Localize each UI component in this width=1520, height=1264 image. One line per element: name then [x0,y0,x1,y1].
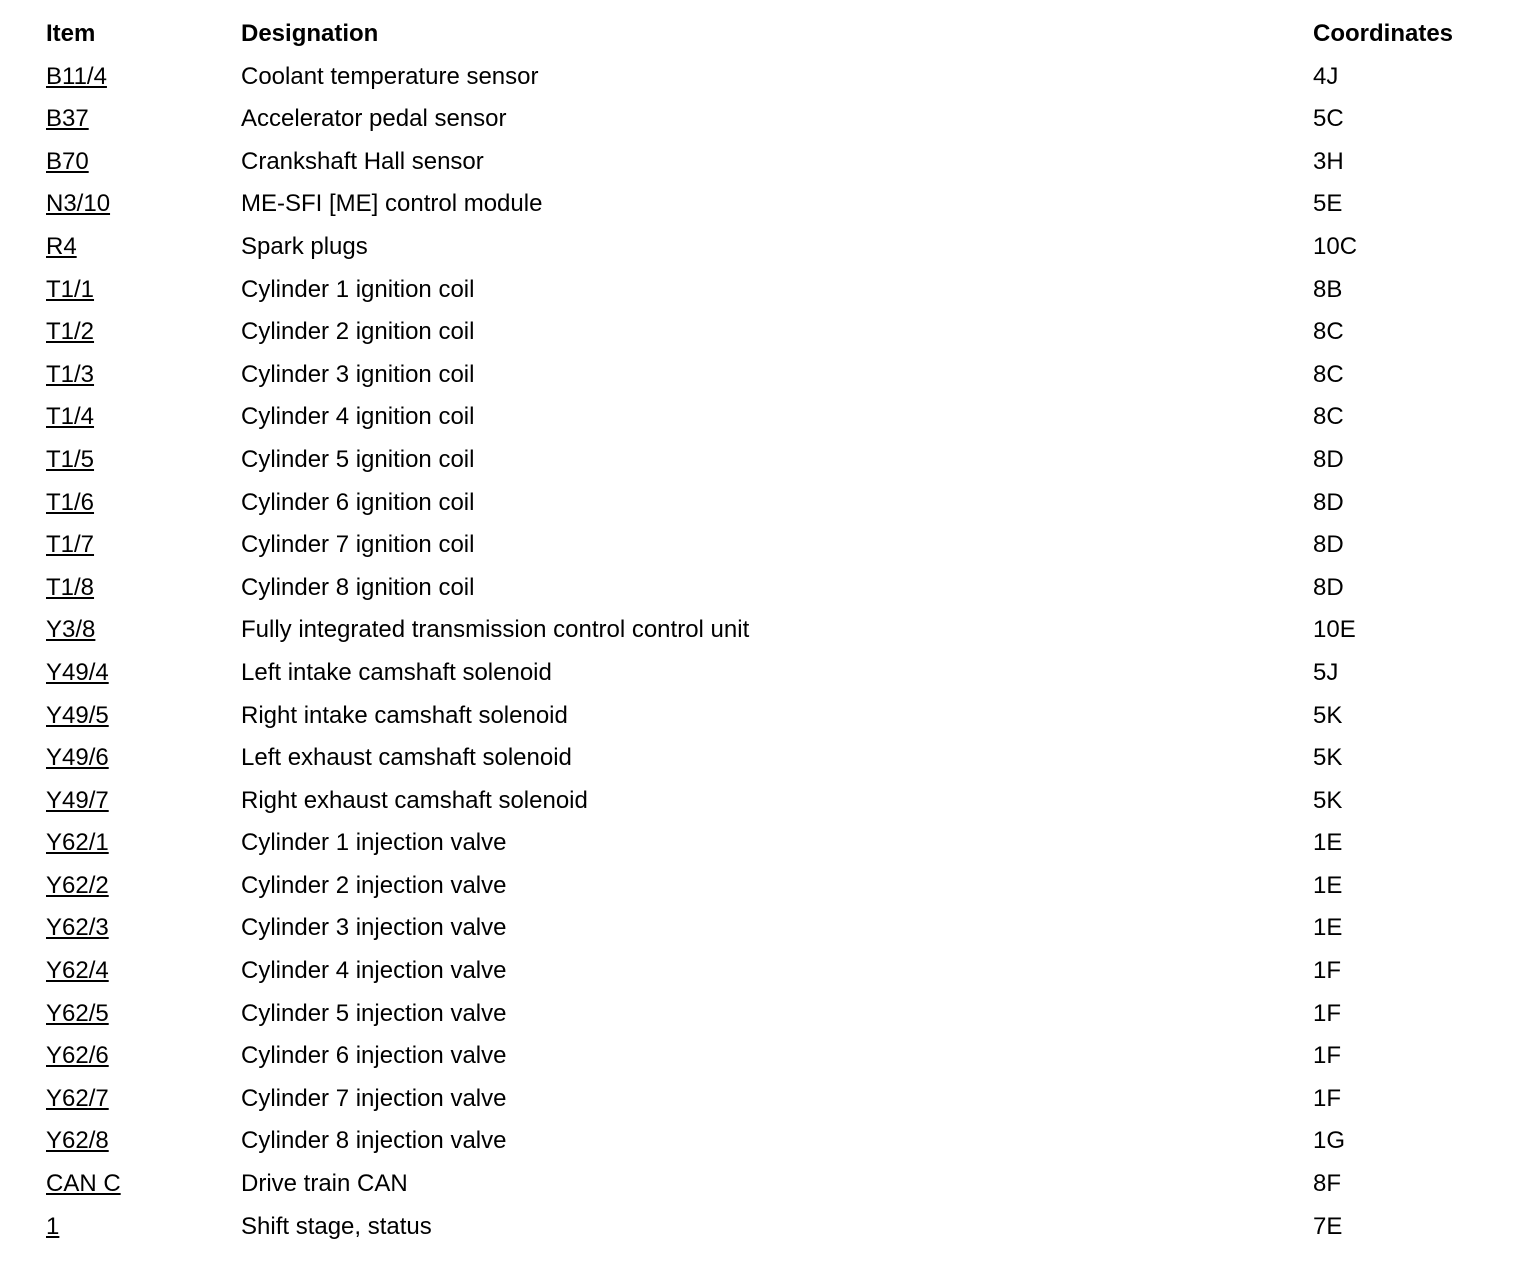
item-link[interactable]: R4 [46,232,77,260]
designation-cell: Accelerator pedal sensor [241,105,507,133]
table-row [46,1035,1513,1078]
coordinates-cell: 5K [1313,744,1343,772]
item-link[interactable]: N3/10 [46,190,111,218]
item-cell [46,482,241,525]
item-cell [46,1078,241,1121]
item-link[interactable]: Y49/7 [46,786,109,814]
item-link[interactable]: Y49/6 [46,744,109,772]
coordinates-cell: 5C [1313,105,1344,133]
header-item: Item [46,20,96,47]
table-row [46,950,1513,993]
item-link[interactable]: Y62/7 [46,1084,109,1112]
item-cell [46,396,241,439]
coordinates-cell: 8C [1313,403,1344,431]
coordinates-cell: 1E [1313,914,1343,942]
coordinates-cell: 7E [1313,1212,1343,1240]
item-cell [46,822,241,865]
item-link[interactable]: T1/8 [46,573,95,601]
item-cell [46,439,241,482]
item-link[interactable]: Y62/5 [46,999,109,1027]
designation-cell: Cylinder 2 injection valve [241,871,507,899]
coordinates-cell: 1E [1313,871,1343,899]
table-row [46,1206,1513,1249]
coordinates-cell: 8D [1313,445,1344,473]
designation-cell: Cylinder 7 injection valve [241,1084,507,1112]
coordinates-cell: 8F [1313,1170,1342,1198]
component-legend-table [46,13,1513,1248]
table-row [46,56,1513,99]
table-row [46,396,1513,439]
designation-cell: Coolant temperature sensor [241,62,539,90]
item-cell [46,865,241,908]
item-link[interactable]: 1 [46,1212,60,1240]
table-row [46,695,1513,738]
item-cell [46,907,241,950]
designation-cell: Cylinder 5 ignition coil [241,445,475,473]
coordinates-cell: 1G [1313,1127,1346,1155]
item-cell [46,56,241,99]
table-body [46,56,1513,1249]
table-row [46,1163,1513,1206]
item-cell [46,950,241,993]
item-link[interactable]: T1/7 [46,531,95,559]
item-link[interactable]: Y3/8 [46,616,96,644]
table-row [46,1078,1513,1121]
table-row [46,652,1513,695]
table-row [46,439,1513,482]
coordinates-cell: 8D [1313,488,1344,516]
designation-cell: Left intake camshaft solenoid [241,658,552,686]
designation-cell: Cylinder 1 ignition coil [241,275,475,303]
coordinates-cell: 8D [1313,573,1344,601]
item-link[interactable]: Y62/1 [46,829,109,857]
item-link[interactable]: T1/6 [46,488,95,516]
designation-cell: ME-SFI [ME] control module [241,190,543,218]
table-row [46,226,1513,269]
coordinates-cell: 3H [1313,147,1344,175]
designation-cell: Cylinder 4 ignition coil [241,403,475,431]
item-link[interactable]: CAN C [46,1170,121,1198]
coordinates-cell: 8B [1313,275,1343,303]
item-cell [46,737,241,780]
designation-cell: Cylinder 3 injection valve [241,914,507,942]
table-row [46,865,1513,908]
header-designation: Designation [241,20,379,47]
table-row [46,311,1513,354]
item-link[interactable]: Y49/5 [46,701,109,729]
item-cell [46,993,241,1036]
designation-cell: Cylinder 8 injection valve [241,1127,507,1155]
item-cell [46,567,241,610]
item-cell [46,98,241,141]
item-cell [46,695,241,738]
designation-cell: Spark plugs [241,232,368,260]
coordinates-cell: 5J [1313,658,1339,686]
table-row [46,482,1513,525]
item-link[interactable]: Y62/2 [46,871,109,899]
item-cell [46,269,241,312]
item-cell [46,354,241,397]
item-cell [46,1206,241,1249]
designation-cell: Cylinder 4 injection valve [241,957,507,985]
coordinates-cell: 1E [1313,829,1343,857]
coordinates-cell: 1F [1313,1042,1342,1070]
item-cell [46,609,241,652]
coordinates-cell: 1F [1313,1084,1342,1112]
item-cell [46,1120,241,1163]
coordinates-cell: 10E [1313,616,1356,644]
item-link[interactable]: T1/3 [46,360,95,388]
item-link[interactable]: Y62/6 [46,1042,109,1070]
item-cell [46,141,241,184]
designation-cell: Cylinder 8 ignition coil [241,573,475,601]
item-cell [46,652,241,695]
designation-cell: Cylinder 1 injection valve [241,829,507,857]
coordinates-cell: 5K [1313,786,1343,814]
designation-cell: Drive train CAN [241,1170,408,1198]
table-row [46,822,1513,865]
table-row [46,993,1513,1036]
item-link[interactable]: T1/5 [46,445,95,473]
table-row [46,1120,1513,1163]
item-link[interactable]: T1/4 [46,403,95,431]
designation-cell: Left exhaust camshaft solenoid [241,744,572,772]
designation-cell: Right intake camshaft solenoid [241,701,568,729]
item-link[interactable]: B37 [46,105,89,133]
designation-cell: Cylinder 3 ignition coil [241,360,475,388]
item-cell [46,183,241,226]
coordinates-cell: 5K [1313,701,1343,729]
designation-cell: Cylinder 2 ignition coil [241,318,475,346]
coordinates-cell: 8C [1313,318,1344,346]
table-header-row [46,13,1513,56]
item-cell [46,1035,241,1078]
table-row [46,141,1513,184]
table-row [46,269,1513,312]
item-link[interactable]: Y62/3 [46,914,109,942]
designation-cell: Cylinder 6 ignition coil [241,488,475,516]
item-link[interactable]: B11/4 [46,62,107,90]
designation-cell: Cylinder 7 ignition coil [241,531,475,559]
designation-cell: Shift stage, status [241,1212,432,1240]
designation-cell: Crankshaft Hall sensor [241,147,484,175]
item-cell [46,1163,241,1206]
table-row [46,609,1513,652]
table-row [46,524,1513,567]
coordinates-cell: 8D [1313,531,1344,559]
table-row [46,780,1513,823]
table-row [46,183,1513,226]
item-link[interactable]: Y62/8 [46,1127,109,1155]
coordinates-cell: 8C [1313,360,1344,388]
table-row [46,737,1513,780]
table-row [46,567,1513,610]
item-link[interactable]: T1/1 [46,275,95,303]
designation-cell: Cylinder 5 injection valve [241,999,507,1027]
table-row [46,98,1513,141]
item-link[interactable]: Y49/4 [46,658,109,686]
coordinates-cell: 1F [1313,999,1342,1027]
item-cell [46,524,241,567]
item-cell [46,311,241,354]
header-coordinates: Coordinates [1313,20,1454,47]
table-row [46,354,1513,397]
designation-cell: Cylinder 6 injection valve [241,1042,507,1070]
item-link[interactable]: B70 [46,147,89,175]
designation-cell: Right exhaust camshaft solenoid [241,786,588,814]
designation-cell: Fully integrated transmission control control unit [241,616,750,644]
coordinates-cell: 1F [1313,957,1342,985]
coordinates-cell: 4J [1313,62,1339,90]
item-cell [46,226,241,269]
item-link[interactable]: Y62/4 [46,957,109,985]
item-cell [46,780,241,823]
item-link[interactable]: T1/2 [46,318,95,346]
table-row [46,907,1513,950]
coordinates-cell: 5E [1313,190,1343,218]
coordinates-cell: 10C [1313,232,1358,260]
